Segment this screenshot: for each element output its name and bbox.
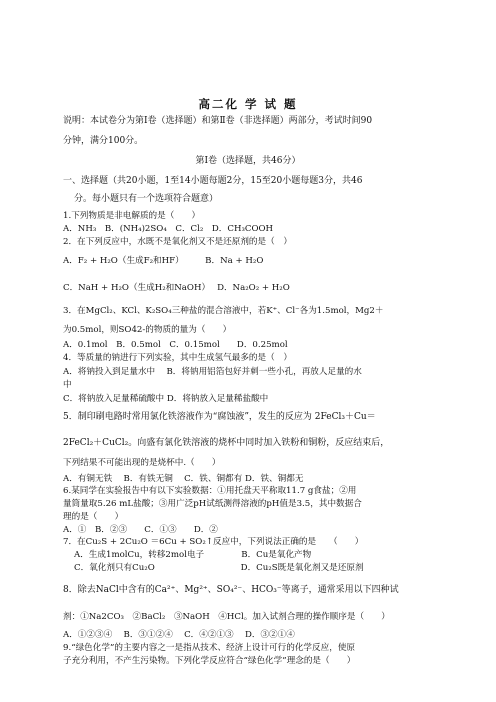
question-4: 4．等质量的钠进行下列实验，其中生成氢气最多的是（ ） <box>63 353 292 363</box>
question-4-option-ab-cont: 中 <box>63 380 72 390</box>
question-2-options-cd: C．NaH + H₂O（生成H₂和NaOH） D．Na₂O₂ + H₂O <box>63 283 290 293</box>
question-7: 7．在Cu₂S + 2Cu₂O ＝6Cu + SO₂↑反应中，下列说法正确的是 （ ） <box>63 537 364 547</box>
intro-line-2: 分钟，满分100分。 <box>63 136 144 146</box>
question-1: 1.下列物质是非电解质的是（ ） <box>63 211 201 221</box>
question-8-line-2: 剂：①Na2CO₃ ②BaCl₂ ③NaOH ④HCl。加入试剂合理的操作顺序是（ ） <box>63 612 390 622</box>
question-9-line-2: 子充分利用，不产生污染物。下列化学反应符合“绿色化学”理念的是（ ） <box>63 656 356 666</box>
question-5-line-2: 2FeCl₂＋CuCl₂。向盛有氯化铁溶液的烧杯中同时加入铁粉和铜粉，反应结束后， <box>63 438 390 448</box>
question-7-options-ab: A．生成1molCu，转移2mol电子 B．Cu是氧化产物 <box>74 550 312 560</box>
question-9-line-1: 9.“绿色化学”的主要内容之一是指从技术、经济上设计可行的化学反应，使原 <box>63 643 355 653</box>
question-8-options: A．①②③④ B．③①②④ C．④②①③ D．③②①④ <box>63 630 295 640</box>
question-5-line-3: 下列结果不可能出现的是烧杯中.（ ） <box>63 458 221 468</box>
question-5-line-1: 5．制印刷电路时常用氯化铁溶液作为“腐蚀液”，发生的反应为 2FeCl₃＋Cu＝ <box>63 412 376 422</box>
question-6-options: A．① B．②③ C．①③ D．② <box>63 525 218 535</box>
part-heading: 第Ⅰ卷（选择题，共46分） <box>195 156 301 166</box>
question-2-options-ab: A．F₂ + H₂O（生成F₂和HF） B．Na + H₂O <box>63 256 264 266</box>
question-1-options: A．NH₃ B．(NH₄)2SO₄ C．Cl₂ D．CH₃COOH <box>63 224 274 234</box>
intro-line-1: 说明：本试卷分为第Ⅰ卷（选择题）和第Ⅱ卷（非选择题）两部分，考试时间90 <box>63 116 373 126</box>
question-2: 2．在下列反应中，水既不是氧化剂又不是还原剂的是（ ） <box>63 237 292 247</box>
question-4-option-cd: C．将钠放入足量稀硫酸中 D．将钠放入足量稀盐酸中 <box>63 394 269 404</box>
section-heading-line-2: 分。每小题只有一个选项符合题意） <box>74 194 219 204</box>
question-6-line-1: 6.某同学在实验报告中有以下实验数据：①用托盘天平称取11.7 g食盐；②用 <box>63 486 357 496</box>
question-6-line-2: 量筒量取5.26 mL盐酸；③用广泛pH试纸测得溶液的pH值是3.5，其中数据合 <box>63 499 362 509</box>
question-3-options: A．0.1mol B．0.5mol C．0.15mol D．0.25mol <box>63 340 288 350</box>
question-6-line-3: 理的是（ ） <box>63 512 124 522</box>
question-5-options: A．有铜无铁 B．有铁无铜 C．铁、铜都有 D．铁、铜都无 <box>63 474 304 484</box>
question-8-line-1: 8．除去NaCl中含有的Ca²⁺、Mg²⁺、SO₄²⁻、HCO₃⁻等离子，通常采用以下四种试 <box>63 585 399 595</box>
section-heading-line-1: 一、选择题（共20小题，1至14小题每题2分，15至20小题每题3分，共46 <box>63 176 363 186</box>
question-3-line-1: 3．在MgCl₂、KCl、K₂SO₄三种盐的混合溶液中，若K⁺、Cl⁻各为1.5mol，Mg2＋ <box>63 306 384 316</box>
question-3-line-2: 为0.5mol，则SO42-的物质的量为（ ） <box>63 325 232 335</box>
page-title: 高二化 学 试 题 <box>198 97 298 111</box>
question-7-options-cd: C．氧化剂只有Cu₂O D．Cu₂S既是氧化剂又是还原剂 <box>74 563 364 573</box>
question-4-option-ab: A．将钠投入到足量水中 B．将钠用铝箔包好并刺一些小孔，再放人足量的水 <box>63 367 362 377</box>
